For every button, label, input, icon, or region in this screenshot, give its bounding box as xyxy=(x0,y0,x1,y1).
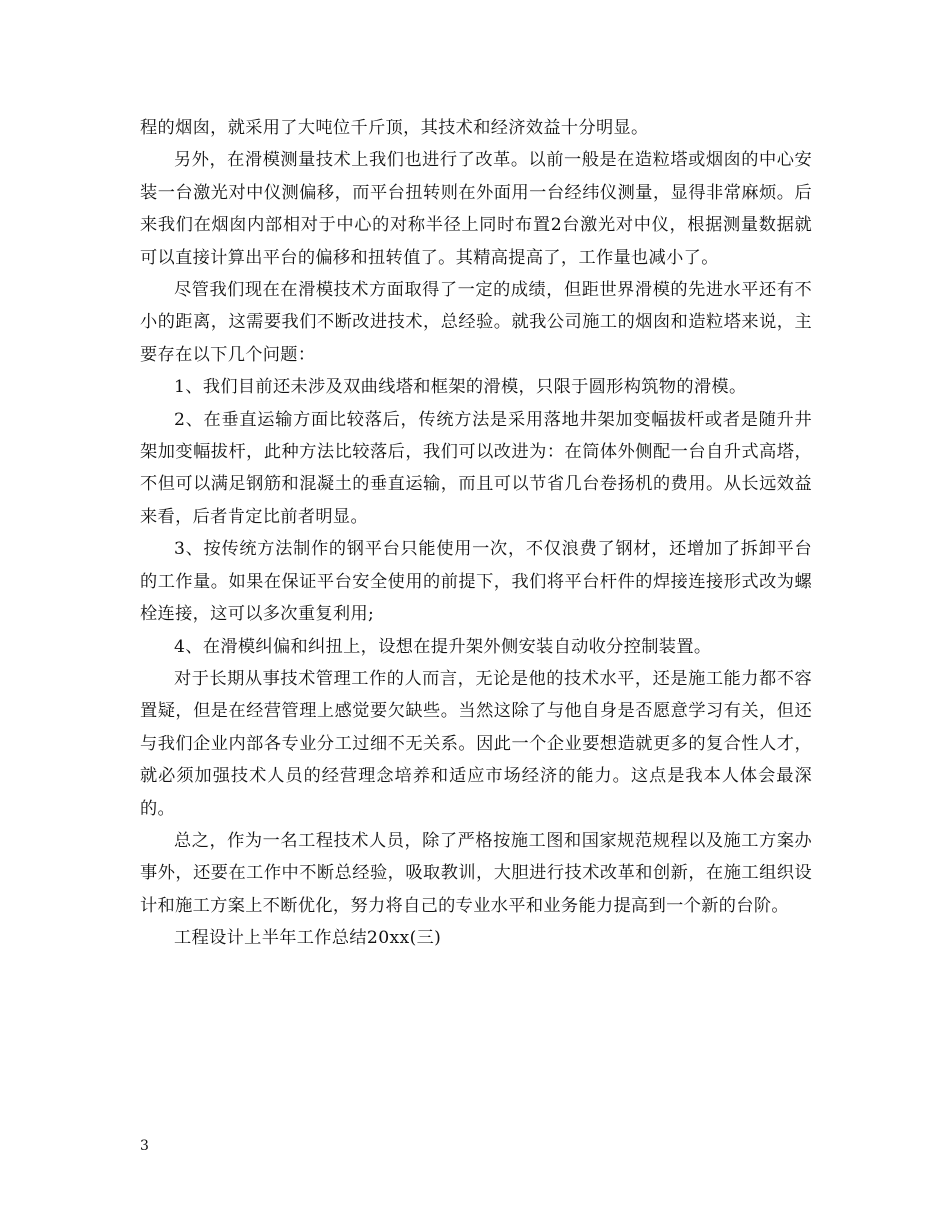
section-heading: 工程设计上半年工作总结20xx(三) xyxy=(174,928,442,949)
paragraph: 程的烟囱，就采用了大吨位千斤顶，其技术和经济效益十分明显。 xyxy=(140,118,649,138)
paragraph: 对于长期从事技术管理工作的人而言，无论是他的技术水平，还是施工能力都不容置疑，但是在经营管理上感觉要欠缺些。当然这除了与他自身是否愿意学习有关，但还与我们企业内部各专业分工过细不无关系。因此一个企业要想造就更多的复合性人才，就必须加强技术人员的经营理念培养和适应市场经济的能力。这点是我本人体会最深的。 xyxy=(140,668,812,819)
list-item: 1、我们目前还未涉及双曲线塔和框架的滑模，只限于圆形构筑物的滑模。 xyxy=(174,377,747,398)
list-item: 2、在垂直运输方面比较落后，传统方法是采用落地井架加变幅拔杆或者是随升井架加变幅拔杆，此种方法比较落后，我们可以改进为：在筒体外侧配一台自升式高塔，不但可以满足钢筋和混凝土的垂直运输，而且可以节省几台卷扬机的费用。从长远效益来看，后者肯定比前者明显。 xyxy=(140,409,812,527)
paragraph: 另外，在滑模测量技术上我们也进行了改革。以前一般是在造粒塔或烟囱的中心安装一台激光对中仪测偏移，而平台扭转则在外面用一台经纬仪测量，显得非常麻烦。后来我们在烟囱内部相对于中心的对称半径上同时布置2台激光对中仪，根据测量数据就可以直接计算出平台的偏移和扭转值了。其精高提高了，工作量也减小了。 xyxy=(140,150,812,268)
document-body xyxy=(140,112,812,955)
list-item: 3、按传统方法制作的钢平台只能使用一次，不仅浪费了钢材，还增加了拆卸平台的工作量。如果在保证平台安全使用的前提下，我们将平台杆件的焊接连接形式改为螺栓连接，这可以多次重复利用; xyxy=(140,539,812,625)
paragraph: 尽管我们现在在滑模技术方面取得了一定的成绩，但距世界滑模的先进水平还有不小的距离，这需要我们不断改进技术，总经验。就我公司施工的烟囱和造粒塔来说，主要存在以下几个问题： xyxy=(140,280,812,365)
paragraph: 总之，作为一名工程技术人员，除了严格按施工图和国家规范规程以及施工方案办事外，还要在工作中不断总经验，吸取教训，大胆进行技术改革和创新，在施工组织设计和施工方案上不断优化，努力将自己的专业水平和业务能力提高到一个新的台阶。 xyxy=(140,830,812,916)
list-item: 4、在滑模纠偏和纠扭上，设想在提升架外侧安装自动收分控制装置。 xyxy=(174,636,712,657)
page-number: 3 xyxy=(140,1138,149,1154)
